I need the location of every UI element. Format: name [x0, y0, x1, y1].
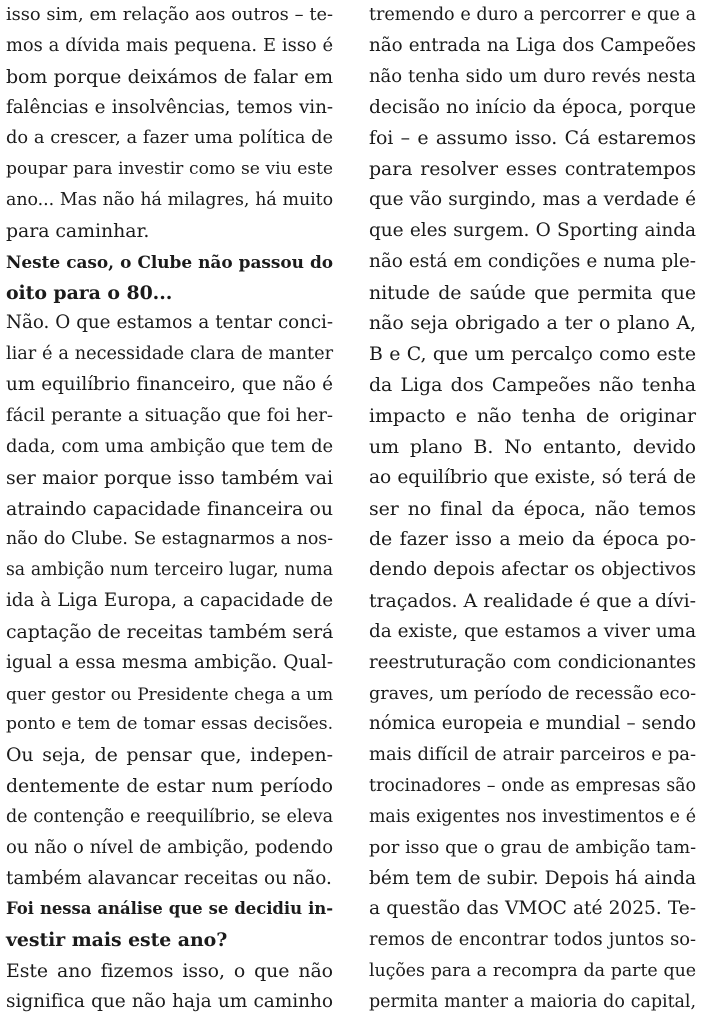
- body-text-line: de contenção e reequilíbrio, se eleva: [6, 806, 333, 827]
- body-text-line: ser no final da época, não temos: [369, 497, 696, 520]
- body-text-line: ao equilíbrio que existe, só terá de: [369, 466, 696, 488]
- body-text-line: mais difícil de atrair parceiros e pa-: [369, 744, 696, 766]
- right-text-column: [369, 0, 696, 1018]
- body-text-line: para resolver esses contratempos: [369, 158, 696, 181]
- body-text-line: dentemente de estar num período: [6, 775, 333, 798]
- body-text-line: um plano B. No entanto, devido: [369, 435, 696, 458]
- body-text-line: Ou seja, de pensar que, indepen-: [6, 744, 333, 767]
- body-text-line: ou não o nível de ambição, podendo: [6, 836, 333, 858]
- body-text-line: por isso que o grau de ambição tam-: [369, 837, 696, 858]
- body-text-line: sa ambição num terceiro lugar, numa: [6, 560, 333, 581]
- body-text-line: um equilíbrio financeiro, que não é: [6, 374, 333, 396]
- body-text-line: ponto e tem de tomar essas decisões.: [6, 714, 333, 735]
- body-text-line: não está em condições e numa ple-: [369, 250, 696, 272]
- body-text-line: ano... Mas não há milagres, há muito: [6, 190, 333, 211]
- body-text-line: trocinadores – onde as empresas são: [369, 776, 696, 797]
- body-text-line: mais exigentes nos investimentos e é: [369, 806, 696, 827]
- body-text-line: quer gestor ou Presidente chega a um: [6, 683, 333, 704]
- body-text-line: para caminhar.: [6, 219, 150, 242]
- body-text-line: decisão no início da época, porque: [369, 96, 696, 118]
- body-text-line: isso sim, em relação aos outros – te-: [6, 4, 333, 25]
- body-text-line: B e C, que um percalço como este: [369, 343, 696, 366]
- body-text-line: mos a dívida mais pequena. E isso é: [6, 34, 333, 56]
- interview-question-line: vestir mais este ano?: [6, 929, 228, 952]
- body-text-line: liar é a necessidade clara de manter: [6, 344, 333, 365]
- body-text-line: remos de encontrar todos juntos so-: [369, 929, 696, 951]
- body-text-line: significa que não haja um caminho: [6, 991, 333, 1012]
- left-text-column: [6, 0, 333, 1018]
- body-text-line: Não. O que estamos a tentar conci-: [6, 312, 333, 334]
- body-text-line: reestruturação com condicionantes: [369, 651, 696, 673]
- interview-question-line: Foi nessa análise que se decidiu in-: [6, 899, 333, 919]
- body-text-line: nitude de saúde que permita que: [369, 281, 696, 304]
- body-text-line: da Liga dos Campeões não tenha: [369, 374, 696, 397]
- body-text-line: graves, um período de recessão eco-: [369, 683, 696, 704]
- body-text-line: foi – e assumo isso. Cá estaremos: [369, 127, 696, 150]
- body-text-line: permita manter a maioria do capital,: [369, 992, 696, 1012]
- body-text-line: luções para a recompra da parte que: [369, 961, 696, 982]
- body-text-line: captação de receitas também será: [6, 620, 334, 643]
- body-text-line: do a crescer, a fazer uma política de: [6, 127, 333, 149]
- body-text-line: também alavancar receitas ou não.: [6, 867, 332, 889]
- body-text-line: não tenha sido um duro revés nesta: [369, 65, 696, 87]
- body-text-line: não entrada na Liga dos Campeões: [369, 34, 696, 56]
- body-text-line: Este ano fizemos isso, o que não: [6, 960, 333, 983]
- body-text-line: tremendo e duro a percorrer e que a: [369, 5, 696, 25]
- body-text-line: que vão surgindo, mas a verdade é: [369, 189, 696, 211]
- body-text-line: atraindo capacidade financeira ou: [6, 497, 333, 520]
- interview-question-line: Neste caso, o Clube não passou do: [6, 251, 333, 272]
- interview-question-line: oito para o 80...: [6, 281, 173, 304]
- body-text-line: igual a essa mesma ambição. Qual-: [6, 651, 333, 673]
- body-text-line: ida à Liga Europa, a capacidade de: [6, 590, 333, 612]
- body-text-line: que eles surgem. O Sporting ainda: [369, 219, 696, 241]
- body-text-line: não do Clube. Se estagnarmos a nos-: [6, 529, 333, 550]
- body-text-line: a questão das VMOC até 2025. Te-: [369, 898, 696, 920]
- body-text-line: poupar para investir como se viu este: [6, 159, 333, 180]
- body-text-line: bom porque deixámos de falar em: [6, 65, 333, 88]
- body-text-line: traçados. A realidade é que a dívi-: [369, 590, 696, 613]
- body-text-line: impacto e não tenha de originar: [369, 404, 696, 427]
- body-text-line: de fazer isso a meio da época po-: [369, 528, 696, 551]
- body-text-line: dendo depois afectar os objectivos: [369, 559, 696, 581]
- body-text-line: ser maior porque isso também vai: [6, 466, 333, 489]
- body-text-line: bém tem de subir. Depois há ainda: [369, 867, 696, 889]
- body-text-line: dada, com uma ambição que tem de: [6, 435, 333, 457]
- body-text-line: da existe, que estamos a viver uma: [369, 620, 696, 642]
- body-text-line: nómica europeia e mundial – sendo: [369, 713, 696, 735]
- body-text-line: fácil perante a situação que foi her-: [6, 404, 333, 426]
- body-text-line: falências e insolvências, temos vin-: [6, 96, 333, 118]
- body-text-line: não seja obrigado a ter o plano A,: [369, 312, 696, 335]
